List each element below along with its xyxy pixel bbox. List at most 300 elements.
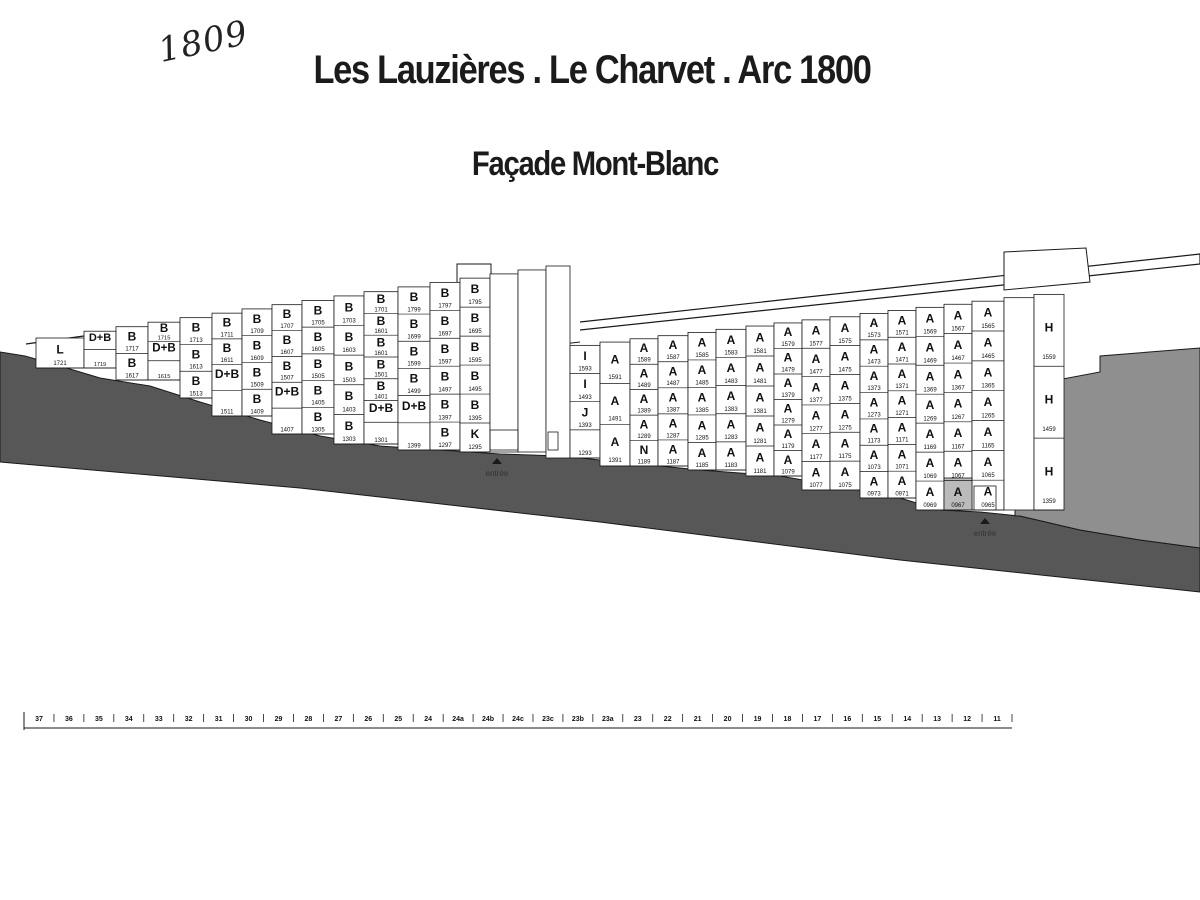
unit-type-label: A bbox=[668, 390, 678, 405]
unit-number-label: 1599 bbox=[407, 361, 421, 368]
unit-type-label: B bbox=[282, 307, 292, 322]
unit-type-label: A bbox=[840, 465, 850, 480]
unit-number-label: 1721 bbox=[53, 361, 67, 367]
unit-number-label: 1565 bbox=[981, 324, 995, 331]
unit-number-label: 0965 bbox=[981, 503, 995, 510]
unit-number-label: 1615 bbox=[157, 374, 171, 381]
unit-number-label: 1603 bbox=[342, 348, 356, 355]
unit-number-label: 1569 bbox=[923, 329, 937, 336]
unit-type-label: A bbox=[697, 418, 707, 433]
unit-number-label: 1597 bbox=[438, 359, 452, 366]
unit-type-label: A bbox=[897, 474, 907, 489]
scale-label: 25 bbox=[394, 716, 403, 723]
unit-type-label: B bbox=[470, 398, 480, 413]
unit-type-label: A bbox=[983, 425, 993, 440]
page-title: Les Lauzières . Le Charvet . Arc 1800 bbox=[313, 48, 871, 92]
unit-type-label: A bbox=[953, 308, 963, 323]
unit-type-label: A bbox=[783, 452, 793, 467]
unit-number-label: 1375 bbox=[838, 396, 852, 403]
scale-label: 18 bbox=[783, 716, 792, 723]
unit-type-label: A bbox=[755, 450, 765, 465]
entrance-label: entrée bbox=[973, 529, 997, 538]
unit-number-label: 1487 bbox=[666, 381, 680, 388]
unit-type-label: A bbox=[697, 335, 707, 350]
unit-number-label: 1713 bbox=[189, 337, 203, 344]
unit-number-label: 1409 bbox=[250, 409, 264, 416]
unit-number-label: 1601 bbox=[374, 350, 388, 357]
scale-label: 12 bbox=[963, 716, 971, 723]
unit-type-label: A bbox=[668, 442, 678, 457]
unit-number-label: 1283 bbox=[724, 435, 738, 442]
unit-type-label: D+B bbox=[88, 331, 112, 344]
scale-label: 34 bbox=[124, 716, 133, 723]
unit-type-label: A bbox=[610, 393, 620, 408]
unit-number-label: 1575 bbox=[838, 338, 852, 345]
bay-outline bbox=[1004, 298, 1034, 510]
unit-number-label: 1499 bbox=[407, 388, 421, 395]
unit-number-label: 0967 bbox=[951, 503, 965, 510]
unit-number-label: 1185 bbox=[695, 463, 709, 470]
unit-number-label: 1381 bbox=[753, 409, 767, 416]
unit-number-label: 1711 bbox=[220, 332, 234, 339]
scale-label: 11 bbox=[993, 716, 1001, 723]
unit-number-label: 1601 bbox=[374, 329, 388, 336]
unit-type-label: B bbox=[191, 320, 201, 335]
unit-type-label: B bbox=[440, 313, 450, 328]
unit-number-label: 1595 bbox=[468, 358, 482, 365]
unit-number-label: 1165 bbox=[981, 443, 995, 450]
unit-type-label: A bbox=[668, 338, 678, 353]
unit-number-label: 1489 bbox=[637, 383, 651, 390]
scale-label: 30 bbox=[244, 716, 253, 723]
unit-type-label: A bbox=[840, 320, 850, 335]
unit-type-label: A bbox=[840, 436, 850, 451]
unit-type-label: B bbox=[344, 418, 354, 433]
unit-type-label: A bbox=[755, 420, 765, 435]
unit-type-label: N bbox=[639, 442, 649, 457]
unit-type-label: A bbox=[726, 417, 736, 432]
unit-number-label: 1371 bbox=[895, 384, 909, 391]
unit-type-label: B bbox=[440, 397, 450, 412]
unit-number-label: 1377 bbox=[809, 398, 823, 405]
unit-number-label: 1697 bbox=[438, 331, 452, 338]
unit-number-label: 1265 bbox=[981, 413, 995, 420]
unit-number-label: 1403 bbox=[342, 407, 356, 414]
unit-type-label: A bbox=[897, 447, 907, 462]
unit-type-label: A bbox=[983, 365, 993, 380]
unit-number-label: 1707 bbox=[280, 323, 294, 330]
unit-number-label: 1703 bbox=[342, 318, 356, 325]
scale-label: 32 bbox=[184, 716, 193, 723]
unit-type-label: B bbox=[222, 315, 232, 330]
unit-type-label: B bbox=[470, 340, 480, 355]
unit-number-label: 1485 bbox=[695, 380, 709, 387]
unit-type-label: B bbox=[470, 369, 480, 384]
unit-number-label: 1067 bbox=[951, 473, 965, 480]
unit-number-label: 1501 bbox=[374, 372, 388, 379]
unit-number-label: 1513 bbox=[189, 391, 203, 398]
unit-type-label: A bbox=[783, 427, 793, 442]
unit-type-label: D+B bbox=[274, 384, 300, 399]
scale-label: 23b bbox=[571, 716, 584, 723]
unit-type-label: B bbox=[409, 344, 419, 359]
unit-type-label: A bbox=[953, 426, 963, 441]
unit-number-label: 1287 bbox=[666, 433, 680, 440]
scale-label: 21 bbox=[693, 716, 702, 723]
scale-label: 19 bbox=[753, 716, 762, 723]
unit-number-label: 1269 bbox=[923, 416, 937, 423]
unit-type-label: A bbox=[639, 366, 649, 381]
unit-number-label: 1715 bbox=[157, 335, 171, 342]
roof-vent-right bbox=[1004, 248, 1090, 290]
unit-type-label: B bbox=[376, 357, 386, 372]
unit-type-label: A bbox=[869, 474, 879, 489]
unit-type-label: B bbox=[191, 374, 201, 389]
unit-number-label: 1609 bbox=[250, 355, 264, 362]
unit-number-label: 1071 bbox=[895, 464, 909, 471]
unit-number-label: 1469 bbox=[923, 358, 937, 365]
unit-type-label: B bbox=[313, 303, 323, 318]
unit-number-label: 1397 bbox=[438, 415, 452, 422]
unit-type-label: A bbox=[925, 340, 935, 355]
unit-number-label: 1511 bbox=[220, 409, 234, 416]
unit-type-label: A bbox=[639, 341, 649, 356]
unit-number-label: 1075 bbox=[838, 483, 852, 490]
unit-type-label: A bbox=[840, 349, 850, 364]
unit-type-label: B bbox=[440, 341, 450, 356]
unit-type-label: A bbox=[925, 369, 935, 384]
unit-type-label: B bbox=[409, 290, 419, 305]
unit-number-label: 1587 bbox=[666, 355, 680, 362]
unit-type-label: A bbox=[869, 368, 879, 383]
unit-number-label: 1179 bbox=[781, 443, 795, 450]
unit-number-label: 1079 bbox=[781, 469, 795, 476]
unit-type-label: A bbox=[697, 390, 707, 405]
unit-type-label: B bbox=[313, 330, 323, 345]
unit-number-label: 1589 bbox=[637, 357, 651, 364]
scale-label: 31 bbox=[214, 716, 223, 723]
unit-type-label: A bbox=[897, 393, 907, 408]
unit-number-label: 1709 bbox=[250, 329, 264, 336]
unit-number-label: 1799 bbox=[407, 307, 421, 314]
bay-scale bbox=[24, 712, 1012, 730]
unit-number-label: 1285 bbox=[695, 435, 709, 442]
unit-type-label: B bbox=[470, 311, 480, 326]
unit-number-label: 1477 bbox=[809, 369, 823, 376]
scale-label: 36 bbox=[65, 716, 73, 723]
unit-type-label: A bbox=[610, 435, 620, 450]
bay-outline bbox=[546, 266, 570, 458]
unit-number-label: 1401 bbox=[374, 394, 388, 401]
scale-label: 29 bbox=[274, 716, 283, 723]
unit-number-label: 1173 bbox=[867, 438, 881, 445]
unit-type-label: A bbox=[925, 427, 935, 442]
unit-type-label: A bbox=[953, 455, 963, 470]
unit-type-label: B bbox=[313, 410, 323, 425]
unit-number-label: 1077 bbox=[809, 483, 823, 490]
unit-number-label: 1365 bbox=[981, 383, 995, 390]
unit-number-label: 1295 bbox=[468, 445, 482, 452]
unit-type-label: B bbox=[252, 365, 262, 380]
unit-number-label: 1559 bbox=[1042, 355, 1056, 362]
unit-number-label: 1389 bbox=[637, 408, 651, 415]
unit-number-label: 1383 bbox=[724, 406, 738, 413]
scale-label: 24b bbox=[482, 716, 495, 723]
unit-number-label: 1471 bbox=[895, 357, 909, 364]
scale-label: 24a bbox=[452, 716, 464, 723]
scale-label: 33 bbox=[154, 716, 163, 723]
unit-type-label: L bbox=[56, 342, 64, 357]
page-subtitle: Façade Mont-Blanc bbox=[471, 145, 719, 183]
unit-type-label: B bbox=[222, 341, 232, 356]
unit-number-label: 1467 bbox=[951, 356, 965, 363]
unit-type-label: B bbox=[470, 282, 480, 297]
bay-outline bbox=[490, 274, 518, 452]
unit-number-label: 1705 bbox=[311, 320, 325, 327]
unit-number-label: 1591 bbox=[608, 375, 622, 382]
scale-label: 35 bbox=[94, 716, 103, 723]
unit-number-label: 1717 bbox=[125, 346, 139, 353]
unit-type-label: A bbox=[811, 351, 821, 366]
scale-label: 27 bbox=[334, 716, 343, 723]
unit-type-label: A bbox=[869, 421, 879, 436]
unit-number-label: 1567 bbox=[951, 326, 965, 333]
unit-number-label: 1289 bbox=[637, 434, 651, 441]
unit-type-label: A bbox=[726, 389, 736, 404]
unit-number-label: 1503 bbox=[342, 377, 356, 384]
unit-number-label: 1479 bbox=[781, 367, 795, 374]
unit-number-label: 1571 bbox=[895, 330, 909, 337]
unit-type-label: K bbox=[470, 427, 480, 442]
unit-type-label: B bbox=[282, 332, 292, 347]
unit-number-label: 1617 bbox=[125, 373, 139, 380]
unit-number-label: 1497 bbox=[438, 387, 452, 394]
unit-type-label: B bbox=[344, 389, 354, 404]
unit-type-label: A bbox=[783, 325, 793, 340]
unit-type-label: B bbox=[440, 425, 450, 440]
unit-number-label: 1359 bbox=[1042, 498, 1056, 505]
unit-type-label: A bbox=[869, 316, 879, 331]
unit-type-label: A bbox=[610, 352, 620, 367]
unit-type-label: A bbox=[726, 445, 736, 460]
unit-number-label: 0973 bbox=[867, 491, 881, 498]
unit-type-label: B bbox=[252, 392, 262, 407]
unit-type-label: A bbox=[925, 456, 935, 471]
unit-type-label: D+B bbox=[214, 366, 240, 381]
unit-number-label: 1495 bbox=[468, 387, 482, 394]
unit-type-label: A bbox=[639, 417, 649, 432]
unit-number-label: 1279 bbox=[781, 418, 795, 425]
unit-number-label: 1797 bbox=[438, 303, 452, 310]
unit-number-label: 1177 bbox=[809, 454, 823, 461]
unit-type-label: A bbox=[953, 396, 963, 411]
unit-number-label: 1271 bbox=[895, 410, 909, 417]
unit-number-label: 1405 bbox=[311, 400, 325, 407]
unit-type-label: H bbox=[1044, 320, 1054, 335]
unit-number-label: 1393 bbox=[578, 423, 592, 430]
scale-label: 22 bbox=[663, 716, 672, 723]
unit-type-label: B bbox=[159, 323, 169, 336]
unit-type-label: A bbox=[953, 337, 963, 352]
unit-number-label: 1373 bbox=[867, 385, 881, 392]
unit-number-label: 1473 bbox=[867, 359, 881, 366]
unit-type-label: A bbox=[897, 366, 907, 381]
unit-type-label: A bbox=[811, 380, 821, 395]
unit-number-label: 1167 bbox=[951, 444, 965, 451]
unit-number-label: 1301 bbox=[374, 437, 388, 444]
unit-number-label: 1475 bbox=[838, 367, 852, 374]
unit-number-label: 1369 bbox=[923, 387, 937, 394]
unit-type-label: J bbox=[581, 405, 589, 420]
unit-number-label: 1585 bbox=[695, 353, 709, 360]
entrance-label: entrée bbox=[485, 469, 509, 478]
unit-number-label: 1069 bbox=[923, 474, 937, 481]
unit-number-label: 1367 bbox=[951, 385, 965, 392]
unit-type-label: A bbox=[755, 390, 765, 405]
scale-label: 28 bbox=[304, 716, 313, 723]
unit-number-label: 1481 bbox=[753, 379, 767, 386]
unit-type-label: A bbox=[840, 378, 850, 393]
handwritten-annotation: 1809 bbox=[154, 13, 252, 71]
unit-number-label: 1505 bbox=[311, 373, 325, 380]
unit-type-label: A bbox=[983, 454, 993, 469]
scale-label: 17 bbox=[813, 716, 822, 723]
unit-type-label: I bbox=[583, 349, 587, 364]
unit-number-label: 1483 bbox=[724, 378, 738, 385]
unit-number-label: 1073 bbox=[867, 465, 881, 472]
unit-number-label: 1293 bbox=[578, 451, 592, 458]
unit-number-label: 1695 bbox=[468, 329, 482, 336]
unit-number-label: 1465 bbox=[981, 353, 995, 360]
unit-number-label: 1273 bbox=[867, 412, 881, 419]
unit-type-label: A bbox=[668, 416, 678, 431]
unit-number-label: 1379 bbox=[781, 392, 795, 399]
unit-number-label: 1611 bbox=[220, 358, 234, 365]
unit-type-label: A bbox=[811, 437, 821, 452]
unit-type-label: A bbox=[697, 445, 707, 460]
unit-number-label: 1303 bbox=[342, 437, 356, 444]
unit-type-label: B bbox=[344, 359, 354, 374]
unit-type-label: A bbox=[840, 407, 850, 422]
scale-label: 23 bbox=[633, 716, 642, 723]
scale-label: 26 bbox=[364, 716, 373, 723]
unit-type-label: A bbox=[983, 335, 993, 350]
unit-number-label: 1281 bbox=[753, 439, 767, 446]
unit-number-label: 1577 bbox=[809, 341, 823, 348]
unit-number-label: 1795 bbox=[468, 300, 482, 307]
unit-number-label: 1181 bbox=[753, 469, 767, 476]
scale-label: 15 bbox=[873, 716, 882, 723]
unit-type-label: B bbox=[191, 347, 201, 362]
unit-type-label: A bbox=[897, 313, 907, 328]
unit-type-label: A bbox=[755, 360, 765, 375]
unit-type-label: B bbox=[440, 369, 450, 384]
unit-type-label: D+B bbox=[401, 398, 427, 413]
scale-label: 16 bbox=[843, 716, 852, 723]
unit-type-label: A bbox=[811, 465, 821, 480]
unit-type-label: B bbox=[127, 329, 137, 344]
unit-type-label: B bbox=[376, 313, 386, 328]
unit-type-label: B bbox=[376, 379, 386, 394]
unit-number-label: 1509 bbox=[250, 382, 264, 389]
unit-type-label: A bbox=[726, 332, 736, 347]
unit-number-label: 1187 bbox=[666, 459, 680, 466]
unit-type-label: A bbox=[668, 364, 678, 379]
bay-outline bbox=[518, 270, 546, 452]
unit-type-label: D+B bbox=[152, 342, 176, 355]
unit-type-label: A bbox=[983, 305, 993, 320]
unit-number-label: 1605 bbox=[311, 347, 325, 354]
unit-type-label: I bbox=[583, 377, 587, 392]
unit-number-label: 1573 bbox=[867, 333, 881, 340]
unit-number-label: 1583 bbox=[724, 350, 738, 357]
unit-number-label: 1189 bbox=[637, 459, 651, 466]
unit-type-label: A bbox=[925, 311, 935, 326]
unit-number-label: 1579 bbox=[781, 341, 795, 348]
unit-number-label: 1701 bbox=[374, 307, 388, 314]
unit-number-label: 1491 bbox=[608, 416, 622, 423]
unit-number-label: 1699 bbox=[407, 334, 421, 341]
unit-number-label: 1175 bbox=[838, 454, 852, 461]
unit-type-label: B bbox=[127, 356, 137, 371]
unit-number-label: 1065 bbox=[981, 473, 995, 480]
unit-number-label: 1399 bbox=[407, 443, 421, 450]
unit-type-label: A bbox=[983, 484, 993, 499]
unit-type-label: A bbox=[897, 340, 907, 355]
scale-label: 13 bbox=[933, 716, 942, 723]
unit-number-label: 1391 bbox=[608, 457, 622, 464]
unit-number-label: 1387 bbox=[666, 407, 680, 414]
unit-number-label: 1459 bbox=[1042, 426, 1056, 433]
unit-type-label: A bbox=[783, 350, 793, 365]
unit-number-label: 1607 bbox=[280, 349, 294, 356]
unit-type-label: A bbox=[953, 367, 963, 382]
unit-type-label: D+B bbox=[368, 400, 394, 415]
unit-type-label: B bbox=[252, 311, 262, 326]
unit-type-label: A bbox=[983, 395, 993, 410]
scale-label: 24 bbox=[424, 716, 433, 723]
unit-type-label: A bbox=[953, 484, 963, 499]
unit-type-label: H bbox=[1044, 464, 1054, 479]
unit-type-label: B bbox=[344, 300, 354, 315]
unit-type-label: A bbox=[783, 401, 793, 416]
unit-type-label: A bbox=[925, 485, 935, 500]
unit-number-label: 1395 bbox=[468, 416, 482, 423]
unit-number-label: 1593 bbox=[578, 366, 592, 373]
unit-type-label: A bbox=[639, 391, 649, 406]
unit-type-label: B bbox=[376, 335, 386, 350]
unit-type-label: B bbox=[409, 371, 419, 386]
unit-type-label: A bbox=[869, 342, 879, 357]
unit-number-label: 1169 bbox=[923, 445, 937, 452]
unit-type-label: B bbox=[252, 338, 262, 353]
unit-type-label: A bbox=[811, 408, 821, 423]
scale-label: 23a bbox=[601, 716, 614, 723]
unit-type-label: B bbox=[440, 285, 450, 300]
scale-label: 20 bbox=[723, 716, 732, 723]
unit-type-label: A bbox=[783, 376, 793, 391]
unit-type-label: B bbox=[376, 292, 386, 307]
unit-type-label: B bbox=[313, 383, 323, 398]
unit-type-label: A bbox=[869, 395, 879, 410]
unit-number-label: 0969 bbox=[923, 503, 937, 510]
unit-number-label: 1581 bbox=[753, 349, 767, 356]
unit-type-label: B bbox=[313, 356, 323, 371]
unit-type-label: A bbox=[726, 361, 736, 376]
unit-number-label: 1277 bbox=[809, 426, 823, 433]
unit-type-label: H bbox=[1044, 392, 1054, 407]
unit-number-label: 1275 bbox=[838, 425, 852, 432]
